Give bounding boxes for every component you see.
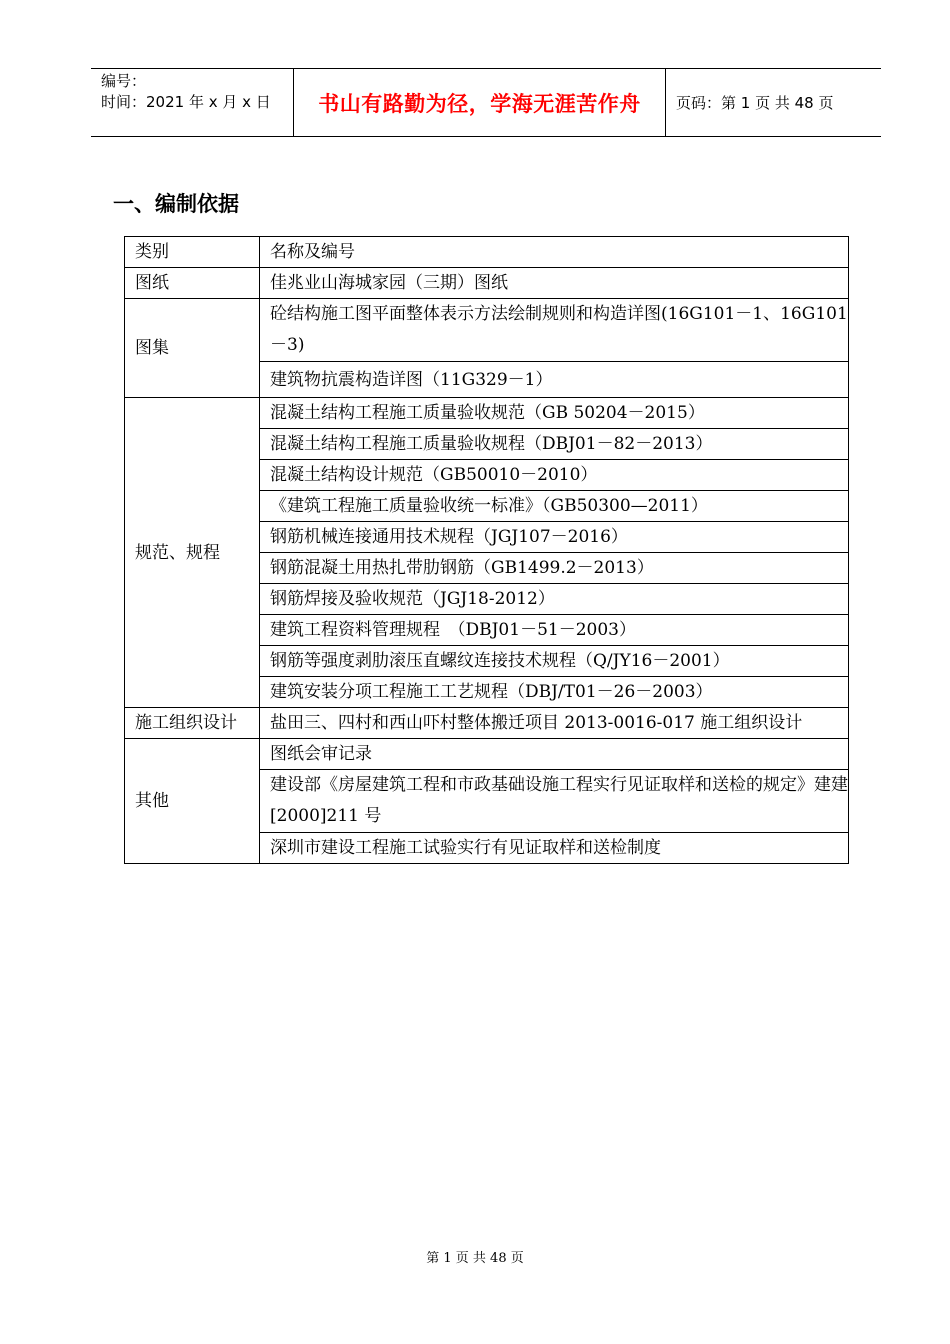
header-meta [91, 69, 293, 136]
document-number-label: 编号： [101, 72, 147, 90]
item-cell: 钢筋混凝土用热扎带肋钢筋（GB1499.2－2013） [260, 553, 849, 584]
category-cell: 规范、规程 [125, 398, 260, 708]
item-cell: 混凝土结构工程施工质量验收规范（GB 50204－2015） [260, 398, 849, 429]
category-cell: 图纸 [125, 268, 260, 299]
item-cell: 钢筋机械连接通用技术规程（JGJ107－2016） [260, 522, 849, 553]
item-cell: 钢筋焊接及验收规范（JGJ18-2012） [260, 584, 849, 615]
item-cell: 建筑安装分项工程施工工艺规程（DBJ/T01－26－2003） [260, 677, 849, 708]
table-row [125, 708, 849, 739]
item-cell: 《建筑工程施工质量验收统一标准》（GB50300—2011） [260, 491, 849, 522]
header-page-info: 页码：第 1 页 共 48 页 [676, 94, 834, 112]
item-cell: 建设部《房屋建筑工程和市政基础设施工程实行见证取样和送检的规定》建建[2000]211 号 [260, 770, 849, 833]
item-cell: 深圳市建设工程施工试验实行有见证取样和送检制度 [260, 833, 849, 864]
item-cell: 盐田三、四村和西山吓村整体搬迁项目 2013-0016-017 施工组织设计 [260, 708, 849, 739]
table-row [125, 268, 849, 299]
category-cell: 图集 [125, 299, 260, 398]
section-title: 一、编制依据 [113, 192, 239, 216]
table-header-category: 类别 [125, 237, 260, 268]
item-cell: 砼结构施工图平面整体表示方法绘制规则和构造详图(16G101－1、16G101－3) [260, 299, 849, 362]
item-cell: 混凝土结构设计规范（GB50010－2010） [260, 460, 849, 491]
item-cell: 混凝土结构工程施工质量验收规程（DBJ01－82－2013） [260, 429, 849, 460]
category-cell: 施工组织设计 [125, 708, 260, 739]
page-footer: 第 1 页 共 48 页 [426, 1251, 524, 1266]
document-time: 时间：2021 年 x 月 x 日 [101, 93, 271, 111]
table-header-name: 名称及编号 [260, 237, 849, 268]
table-header-row [125, 237, 849, 268]
page-header [91, 68, 881, 137]
item-cell: 佳兆业山海城家园（三期）图纸 [260, 268, 849, 299]
item-cell: 图纸会审记录 [260, 739, 849, 770]
item-cell: 建筑工程资料管理规程 （DBJ01－51－2003） [260, 615, 849, 646]
header-slogan: 书山有路勤为径，学海无涯苦作舟 [293, 69, 666, 136]
item-cell: 钢筋等强度剥肋滚压直螺纹连接技术规程（Q/JY16－2001） [260, 646, 849, 677]
table-row [125, 398, 849, 429]
table-row [125, 739, 849, 770]
basis-table [124, 236, 849, 864]
table-row [125, 299, 849, 362]
category-cell: 其他 [125, 739, 260, 864]
item-cell: 建筑物抗震构造详图（11G329－1） [260, 362, 849, 398]
